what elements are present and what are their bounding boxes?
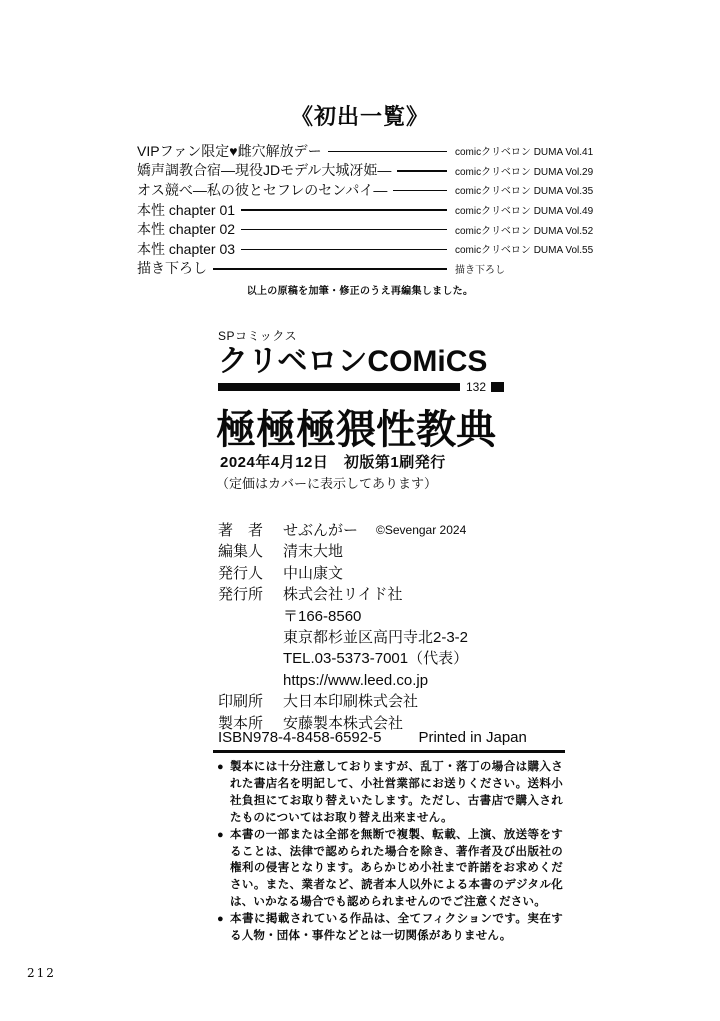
notice-text: 製本には十分注意しておりますが、乱丁・落丁の場合は購入された書店名を明記して、小社営業部にお送りください。送料小社負担にてお取り替えいたします。ただし、古書店で購入されたものについてはお取り替え出来ません。 bbox=[230, 761, 563, 824]
source-label: comicクリベロン DUMA Vol.41 bbox=[455, 147, 594, 159]
credit-row bbox=[218, 520, 528, 541]
source-label: comicクリベロン DUMA Vol.49 bbox=[455, 206, 594, 218]
notice-text: 本書に掲載されている作品は、全てフィクションです。実在する人物・団体・事件などとは一切関係がありません。 bbox=[230, 913, 563, 943]
work-title: 本性 chapter 01 bbox=[137, 201, 236, 218]
credit-value: 株式会社リイド社 bbox=[283, 586, 403, 604]
credit-value: 安藤製本株式会社 bbox=[283, 714, 404, 732]
leader-line bbox=[397, 170, 447, 172]
credit-value: 中山康文 bbox=[283, 564, 344, 582]
isbn: ISBN978-4-8458-6592-5 bbox=[218, 729, 382, 746]
work-title: VIPファン限定♥雌穴解放デー bbox=[137, 142, 322, 159]
credit-label: 編集人 bbox=[218, 543, 264, 561]
series-number: 132 bbox=[465, 380, 486, 394]
work-title: 本性 chapter 03 bbox=[137, 240, 236, 257]
page-number: 212 bbox=[27, 966, 56, 980]
credit-value: 大日本印刷株式会社 bbox=[283, 693, 419, 711]
credit-row bbox=[218, 563, 528, 584]
credit-label bbox=[218, 606, 266, 627]
work-title: 嬌声調教合宿―現役JDモデル大城冴姫― bbox=[137, 162, 392, 179]
list-item bbox=[137, 200, 594, 220]
source-label: comicクリベロン DUMA Vol.55 bbox=[455, 245, 594, 257]
credit-value: せぶんがー bbox=[283, 522, 359, 539]
bullet-icon: ● bbox=[217, 828, 224, 841]
work-title: 描き下ろし bbox=[137, 260, 207, 277]
credit-row bbox=[218, 648, 528, 669]
leader-line bbox=[241, 229, 447, 231]
copyright-text: ©Sevengar 2024 bbox=[376, 523, 467, 537]
credit-label: 印刷所 bbox=[218, 693, 264, 711]
credit-label bbox=[218, 670, 266, 691]
list-item bbox=[137, 180, 594, 200]
edition-line: 2024年4月12日 初版第1刷発行 bbox=[220, 454, 446, 471]
leader-line bbox=[241, 249, 447, 251]
credit-label: 著 者 bbox=[218, 522, 264, 539]
credit-value: 〒166-8560 bbox=[283, 607, 362, 625]
list-item bbox=[137, 239, 594, 259]
bar-shape bbox=[218, 383, 460, 391]
imprint-main-label: クリベロンCOMiCS bbox=[218, 345, 488, 378]
bullet-icon: ● bbox=[217, 913, 224, 926]
printed-in-japan: Printed in Japan bbox=[418, 729, 527, 746]
publisher-url: https://www.leed.co.jp bbox=[283, 671, 429, 689]
source-label: 描き下ろし bbox=[455, 264, 505, 276]
divider-rule bbox=[213, 750, 565, 753]
leader-line bbox=[393, 190, 447, 192]
source-label: comicクリベロン DUMA Vol.29 bbox=[455, 166, 594, 178]
leader-line bbox=[241, 209, 447, 211]
credit-label: 製本所 bbox=[218, 714, 264, 732]
credit-row bbox=[218, 584, 528, 605]
credit-row bbox=[218, 541, 528, 562]
credit-value: 東京都杉並区高円寺北2-3-2 bbox=[283, 629, 469, 647]
reedit-note: 以上の原稿を加筆・修正のうえ再編集しました。 bbox=[246, 286, 474, 297]
credit-label bbox=[218, 648, 266, 669]
credit-row bbox=[218, 691, 528, 712]
list-item bbox=[137, 161, 594, 181]
list-item bbox=[137, 219, 594, 239]
credit-row bbox=[218, 606, 528, 627]
credit-label: 発行所 bbox=[218, 586, 264, 604]
leader-line bbox=[328, 151, 447, 153]
bullet-icon: ● bbox=[217, 761, 224, 773]
legal-notice bbox=[217, 827, 563, 912]
work-title: オス競べ―私の彼とセフレのセンパイ― bbox=[137, 181, 388, 198]
price-note: （定価はカバーに表示してあります） bbox=[216, 476, 438, 491]
credit-row bbox=[218, 627, 528, 648]
legal-notice bbox=[217, 911, 563, 945]
list-item bbox=[137, 259, 586, 279]
legal-notices bbox=[217, 759, 563, 945]
credit-row bbox=[218, 670, 528, 691]
credits-table bbox=[218, 520, 528, 734]
publisher-logo bbox=[218, 327, 504, 392]
source-label: comicクリベロン DUMA Vol.35 bbox=[455, 186, 594, 198]
notice-text: 本書の一部または全部を無断で複製、転載、上演、放送等をすることは、法律で認められた場合を除き、著作者及び出版社の権利の侵害となります。あらかじめ小社まで許諾をお求めください。また、業者など、読者本人以外による本書のデジタル化は、いかなる場合でも認められませんのでご注意ください。 bbox=[230, 828, 563, 909]
credit-label: 発行人 bbox=[218, 564, 264, 582]
book-title: 極極極猥性教典 bbox=[216, 408, 496, 452]
credit-value: TEL.03-5373-7001（代表） bbox=[283, 650, 469, 668]
imprint-small-label: SPコミックス bbox=[218, 329, 298, 343]
source-label: comicクリベロン DUMA Vol.52 bbox=[455, 225, 594, 237]
isbn-row bbox=[218, 729, 566, 746]
square-shape bbox=[491, 382, 504, 392]
first-publication-heading: 《初出一覧》 bbox=[290, 104, 429, 129]
credit-label bbox=[218, 627, 266, 648]
imprint-bar bbox=[218, 382, 504, 392]
credit-value: 清末大地 bbox=[283, 543, 344, 561]
leader-line bbox=[213, 268, 447, 270]
work-title: 本性 chapter 02 bbox=[137, 221, 236, 238]
first-publication-list bbox=[137, 141, 594, 278]
legal-notice bbox=[217, 759, 563, 827]
list-item bbox=[137, 141, 594, 161]
